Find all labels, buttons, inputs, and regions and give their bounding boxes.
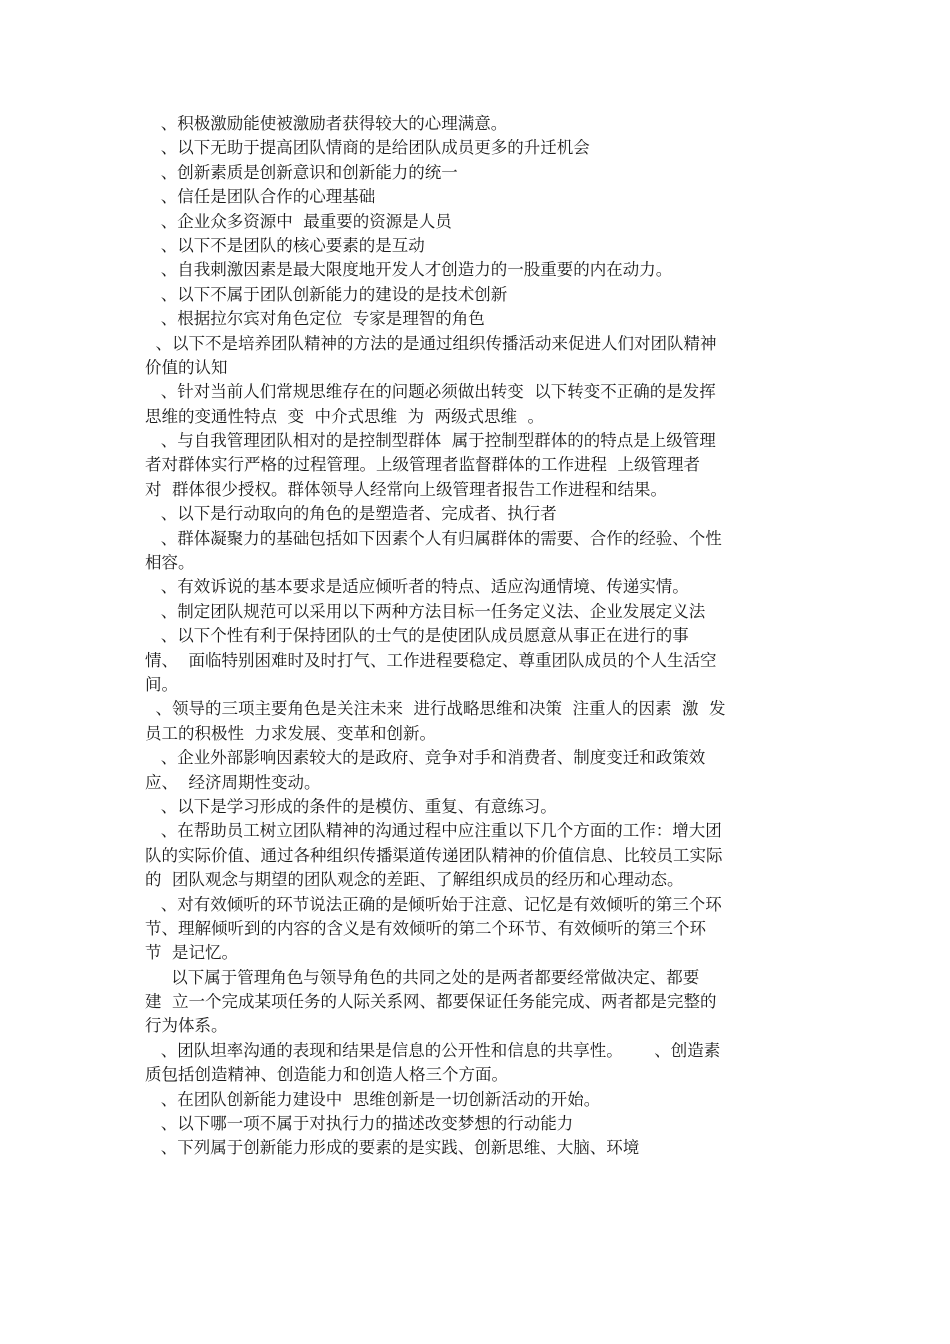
- text-line: 员工的积极性 力求发展、变革和创新。: [145, 723, 436, 743]
- text-line: 、群体凝聚力的基础包括如下因素个人有归属群体的需要、合作的经验、个性: [145, 528, 722, 548]
- text-line: 、自我刺激因素是最大限度地开发人才创造力的一股重要的内在动力。: [145, 260, 673, 280]
- text-line: 应、 经济周期性变动。: [145, 772, 321, 792]
- text-line: 思维的变通性特点 变 中介式思维 为 两级式思维 。: [145, 406, 544, 426]
- text-line: 、以下无助于提高团队情商的是给团队成员更多的升迁机会: [145, 138, 590, 158]
- text-line: 、以下不属于团队创新能力的建设的是技术创新: [145, 284, 508, 304]
- text-line: 、根据拉尔宾对角色定位 专家是理智的角色: [145, 309, 485, 329]
- text-line: 、企业外部影响因素较大的是政府、竞争对手和消费者、制度变迁和政策效: [145, 748, 706, 768]
- text-line: 建 立一个完成某项任务的人际关系网、都要保证任务能完成、两者都是完整的: [145, 992, 717, 1012]
- text-line: 节 是记忆。: [145, 943, 238, 963]
- text-line: 、以下是行动取向的角色的是塑造者、完成者、执行者: [145, 504, 557, 524]
- text-line: 、创新素质是创新意识和创新能力的统一: [145, 162, 458, 182]
- text-line: 相容。: [145, 553, 195, 573]
- text-line: 行为体系。: [145, 1016, 228, 1036]
- text-line: 以下属于管理角色与领导角色的共同之处的是两者都要经常做决定、都要: [145, 967, 700, 987]
- text-line: 、企业众多资源中 最重要的资源是人员: [145, 211, 452, 231]
- text-line: 、针对当前人们常规思维存在的问题必须做出转变 以下转变不正确的是发挥: [145, 382, 716, 402]
- text-line: 、领导的三项主要角色是关注未来 进行战略思维和决策 注重人的因素 激 发: [145, 699, 726, 719]
- text-line: 、积极激励能使被激励者获得较大的心理满意。: [145, 114, 508, 133]
- text-line: 、制定团队规范可以采用以下两种方法目标一任务定义法、企业发展定义法: [145, 601, 706, 621]
- text-line: 、对有效倾听的环节说法正确的是倾听始于注意、记忆是有效倾听的第三个环: [145, 894, 722, 914]
- text-line: 、团队坦率沟通的表现和结果是信息的公开性和信息的共享性。 、创造素: [145, 1040, 721, 1060]
- text-line: 、以下不是团队的核心要素的是互动: [145, 235, 425, 255]
- text-line: 质包括创造精神、创造能力和创造人格三个方面。: [145, 1065, 508, 1085]
- text-line: 者对群体实行严格的过程管理。上级管理者监督群体的工作进程 上级管理者: [145, 455, 700, 475]
- text-line: 、以下不是培养团队精神的方法的是通过组织传播活动来促进人们对团队精神: [145, 333, 717, 353]
- text-line: 、在团队创新能力建设中 思维创新是一切创新活动的开始。: [145, 1089, 601, 1109]
- text-line: 、在帮助员工树立团队精神的沟通过程中应注重以下几个方面的工作：增大团: [145, 821, 722, 841]
- text-line: 、信任是团队合作的心理基础: [145, 187, 376, 207]
- text-line: 、有效诉说的基本要求是适应倾听者的特点、适应沟通情境、传递实情。: [145, 577, 689, 597]
- text-line: 、以下哪一项不属于对执行力的描述改变梦想的行动能力: [145, 1114, 574, 1134]
- text-line: 、下列属于创新能力形成的要素的是实践、创新思维、大脑、环境: [145, 1138, 640, 1158]
- text-line: 的 团队观念与期望的团队观念的差距、了解组织成员的经历和心理动态。: [145, 870, 684, 890]
- text-line: 情、 面临特别困难时及时打气、工作进程要稳定、尊重团队成员的个人生活空: [145, 650, 717, 670]
- text-line: 对 群体很少授权。群体领导人经常向上级管理者报告工作进程和结果。: [145, 479, 667, 499]
- text-line: 、以下是学习形成的条件的是模仿、重复、有意练习。: [145, 796, 557, 816]
- text-line: 价值的认知: [145, 357, 228, 377]
- text-line: 节、理解倾听到的内容的含义是有效倾听的第二个环节、有效倾听的第三个环: [145, 918, 706, 938]
- text-line: 间。: [145, 674, 178, 694]
- text-line: 、以下个性有利于保持团队的士气的是使团队成员愿意从事正在进行的事: [145, 626, 689, 646]
- text-line: 队的实际价值、通过各种组织传播渠道传递团队精神的价值信息、比较员工实际: [145, 845, 723, 865]
- text-line: 、与自我管理团队相对的是控制型群体 属于控制型群体的的特点是上级管理: [145, 431, 716, 451]
- document-page: [145, 112, 810, 1161]
